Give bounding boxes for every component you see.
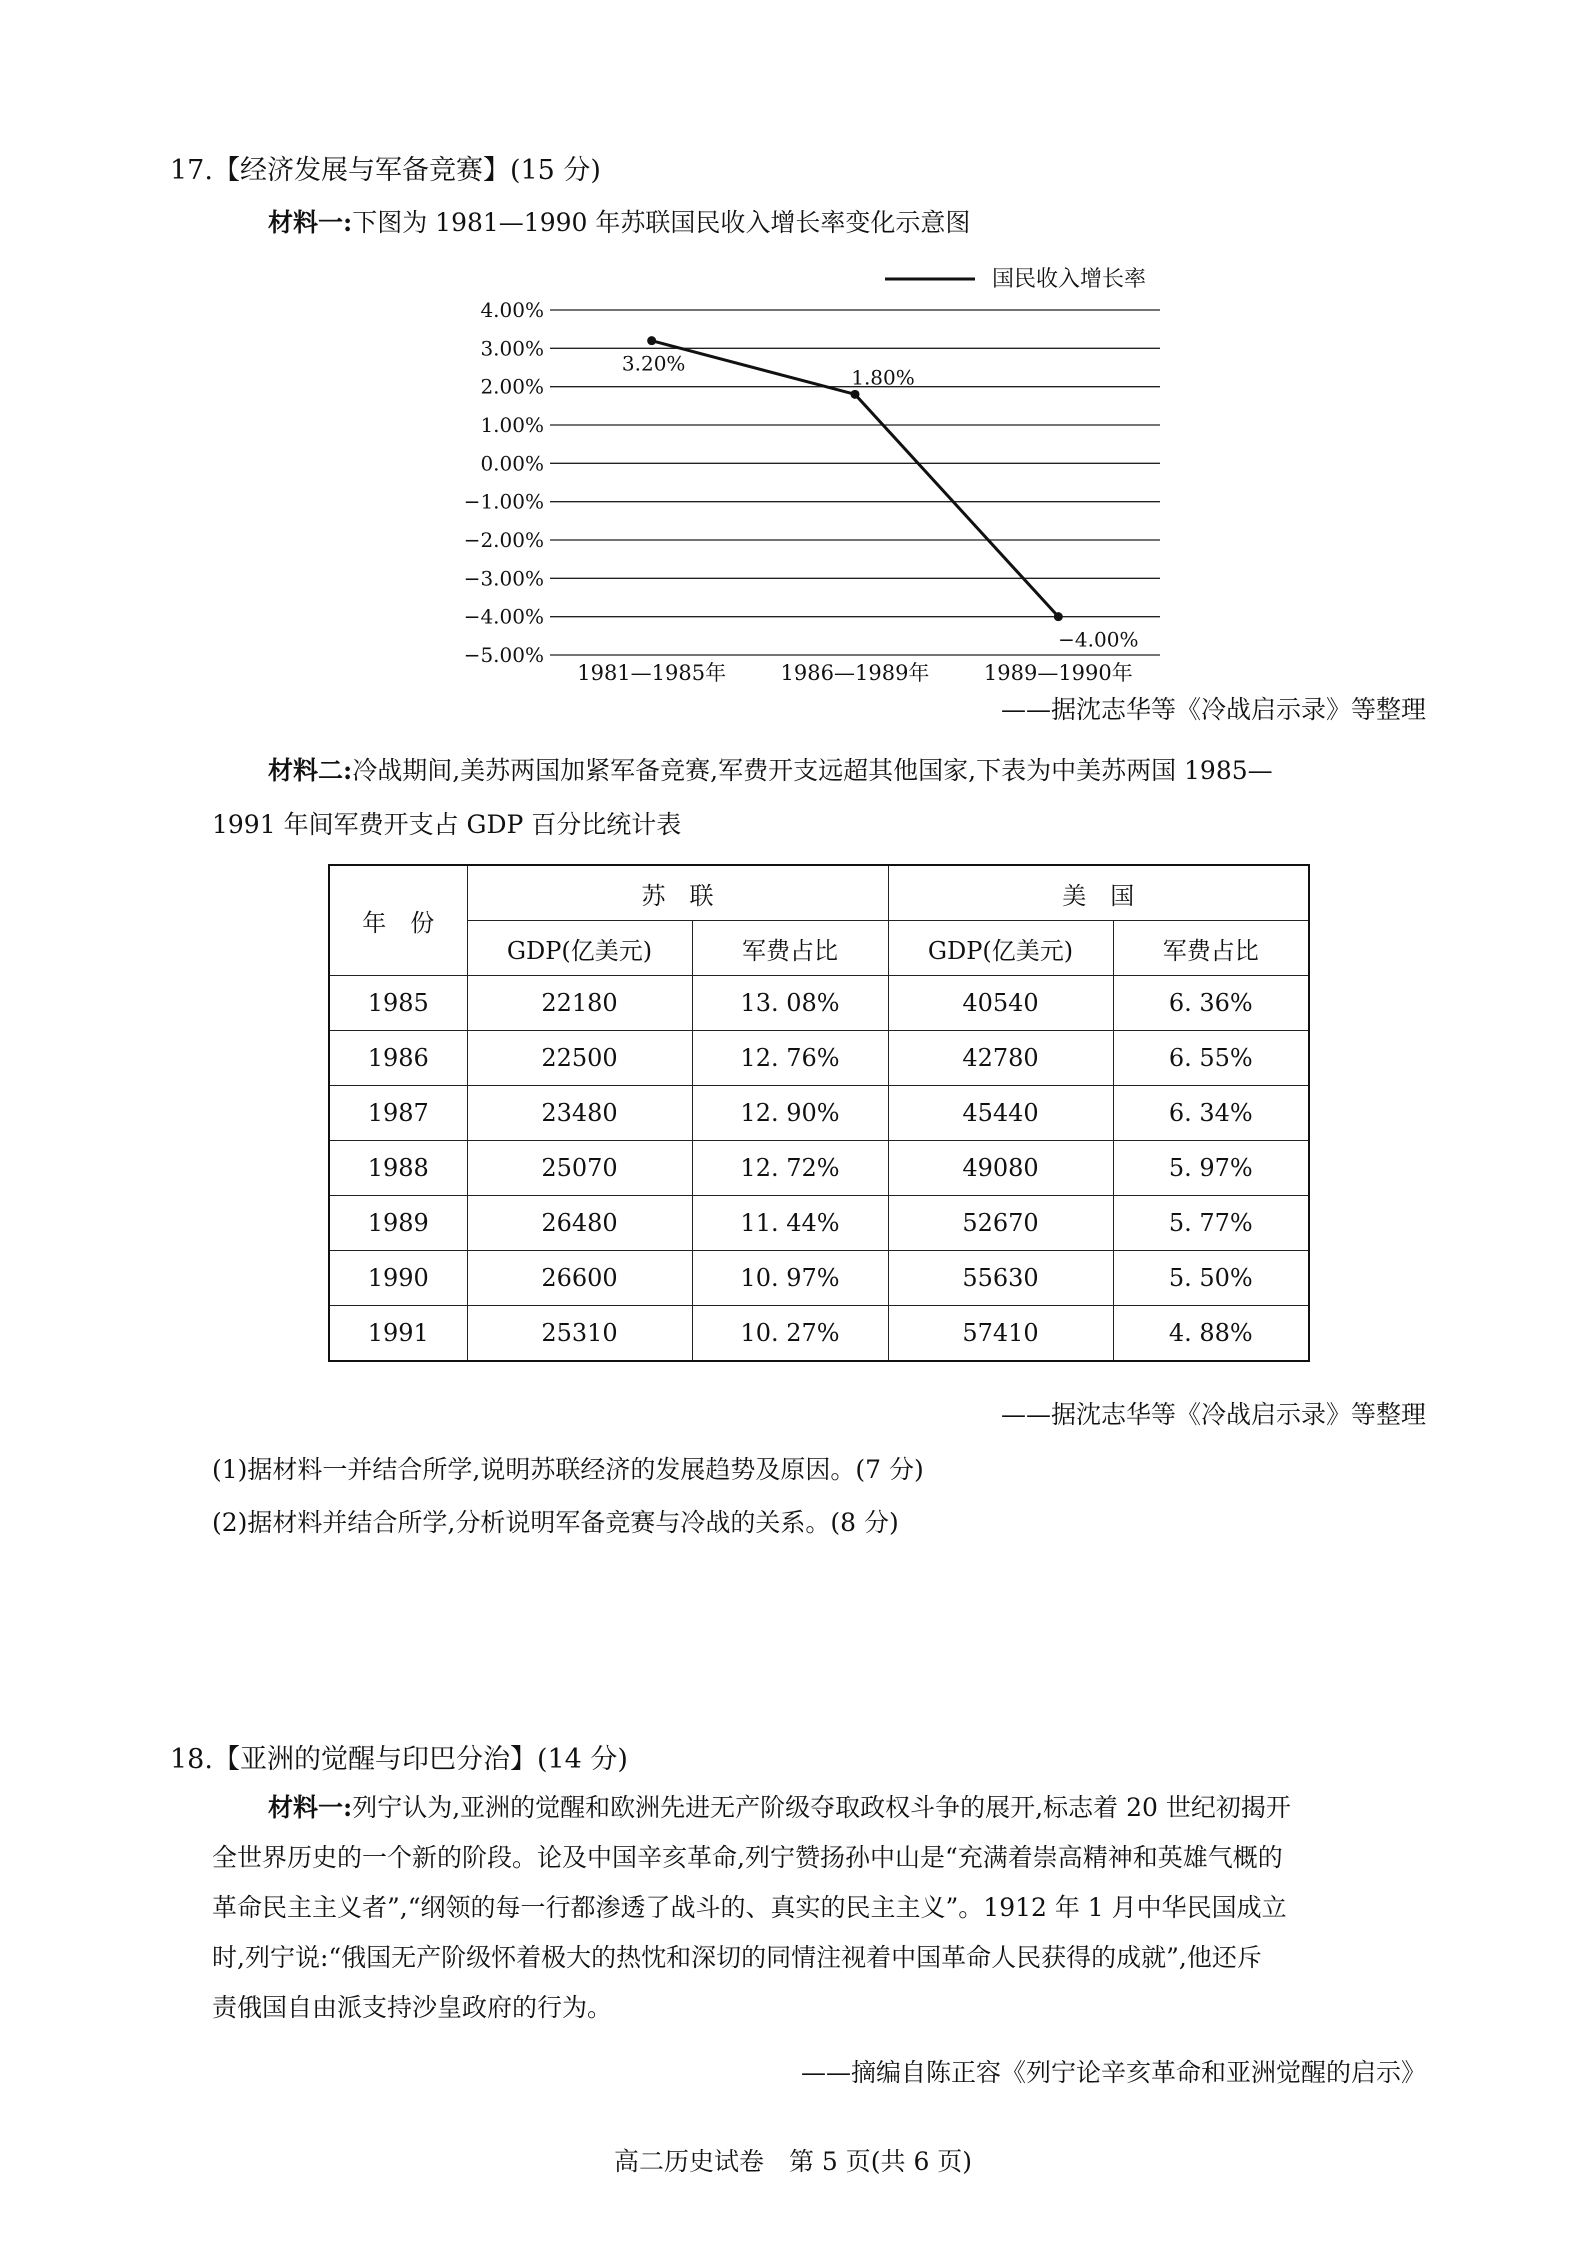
table-cell: 5. 50% bbox=[1113, 1251, 1309, 1306]
table-cell: 10. 27% bbox=[692, 1306, 888, 1362]
table-cell: 55630 bbox=[888, 1251, 1113, 1306]
chart-y-tick-label: −3.00% bbox=[463, 566, 544, 591]
table-subheader: 军费占比 bbox=[692, 921, 888, 976]
chart-y-tick-label: −2.00% bbox=[463, 528, 544, 552]
table-cell: 26480 bbox=[467, 1196, 692, 1251]
table-row bbox=[329, 1086, 1309, 1141]
table-cell: 25310 bbox=[467, 1306, 692, 1362]
chart-y-tick-label: −4.00% bbox=[463, 604, 544, 629]
table-cell: 1988 bbox=[329, 1141, 467, 1196]
table-row bbox=[329, 1141, 1309, 1196]
q18-material1-line: 时,列宁说:“俄国无产阶级怀着极大的热忱和深切的同情注视着中国革命人民获得的成就”,他还斥 bbox=[212, 1943, 1262, 1972]
chart-y-tick-labels bbox=[464, 298, 544, 667]
q17-material1-source: ——据沈志华等《冷战启示录》等整理 bbox=[1000, 695, 1426, 724]
table-cell: 42780 bbox=[888, 1031, 1113, 1086]
chart-data-point bbox=[1054, 612, 1063, 621]
q17-title: 17.【经济发展与军备竞赛】(15 分) bbox=[170, 155, 601, 186]
table-ussr-header: 苏 联 bbox=[467, 865, 888, 921]
chart-data-label: −4.00% bbox=[1058, 627, 1139, 652]
q17-material1-text: 下图为 1981—1990 年苏联国民收入增长率变化示意图 bbox=[352, 208, 971, 237]
table-cell: 52670 bbox=[888, 1196, 1113, 1251]
q18-material1-line: 责俄国自由派支持沙皇政府的行为。 bbox=[212, 1993, 613, 2022]
chart-legend bbox=[885, 267, 1146, 292]
chart-x-tick-label: 1986—1989年 bbox=[780, 661, 930, 685]
table-cell: 40540 bbox=[888, 976, 1113, 1031]
q17-material2-source: ——据沈志华等《冷战启示录》等整理 bbox=[1000, 1400, 1426, 1429]
q17-subquestion-2: (2)据材料并结合所学,分析说明军备竞赛与冷战的关系。(8 分) bbox=[212, 1508, 899, 1537]
table-body bbox=[329, 976, 1309, 1362]
chart-data-point bbox=[851, 390, 860, 399]
chart-y-tick-label: 4.00% bbox=[480, 298, 544, 322]
chart-y-tick-label: −5.00% bbox=[463, 643, 544, 667]
table-cell: 13. 08% bbox=[692, 976, 888, 1031]
table-cell: 23480 bbox=[467, 1086, 692, 1141]
chart-data-label: 3.20% bbox=[621, 351, 686, 376]
legend-label: 国民收入增长率 bbox=[992, 267, 1147, 292]
table-cell: 12. 76% bbox=[692, 1031, 888, 1086]
chart-x-tick-label: 1989—1990年 bbox=[983, 661, 1133, 685]
table-row bbox=[329, 1196, 1309, 1251]
table-year-header: 年 份 bbox=[329, 865, 467, 976]
chart-y-tick-label: 3.00% bbox=[480, 336, 544, 361]
table-cell: 6. 36% bbox=[1113, 976, 1309, 1031]
q18-material1 bbox=[212, 1783, 1432, 2033]
q18-material1-line bbox=[212, 1783, 1432, 1833]
table-cell: 1989 bbox=[329, 1196, 467, 1251]
q17-material2-line2: 1991 年间军费开支占 GDP 百分比统计表 bbox=[212, 810, 682, 839]
q18-material1-line: 全世界历史的一个新的阶段。论及中国辛亥革命,列宁赞扬孙中山是“充满着崇高精神和英雄气概的 bbox=[212, 1843, 1283, 1872]
table-cell: 5. 97% bbox=[1113, 1141, 1309, 1196]
page-footer: 高二历史试卷 第 5 页(共 6 页) bbox=[613, 2147, 973, 2176]
table-cell: 1987 bbox=[329, 1086, 467, 1141]
table-cell: 22500 bbox=[467, 1031, 692, 1086]
q17-material2-text: 冷战期间,美苏两国加紧军备竞赛,军费开支远超其他国家,下表为中美苏两国 1985— bbox=[352, 756, 1273, 785]
q18-material1-line: 革命民主主义者”,“纲领的每一行都渗透了战斗的、真实的民主主义”。1912 年 1 月中华民国成立 bbox=[212, 1893, 1287, 1922]
table-cell: 25070 bbox=[467, 1141, 692, 1196]
table-cell: 12. 72% bbox=[692, 1141, 888, 1196]
q17-material1 bbox=[268, 198, 970, 248]
q18-title: 18.【亚洲的觉醒与印巴分治】(14 分) bbox=[170, 1744, 628, 1775]
table-cell: 1985 bbox=[329, 976, 467, 1031]
chart-y-tick-label: −1.00% bbox=[463, 489, 544, 514]
q18-material1-source: ——摘编自陈正容《列宁论辛亥革命和亚洲觉醒的启示》 bbox=[800, 2058, 1426, 2087]
table-cell: 1991 bbox=[329, 1306, 467, 1362]
income-growth-chart bbox=[440, 255, 1180, 685]
table-cell: 6. 34% bbox=[1113, 1086, 1309, 1141]
table-cell: 22180 bbox=[467, 976, 692, 1031]
table-cell: 10. 97% bbox=[692, 1251, 888, 1306]
chart-x-tick-labels bbox=[577, 661, 1133, 685]
chart-y-tick-label: 2.00% bbox=[480, 374, 544, 399]
q17-material2-label: 材料二: bbox=[268, 756, 353, 785]
table-cell: 49080 bbox=[888, 1141, 1113, 1196]
table-subheader: GDP(亿美元) bbox=[888, 921, 1113, 976]
q17-material2-line1 bbox=[268, 746, 1273, 796]
q18-material1-text: 列宁认为,亚洲的觉醒和欧洲先进无产阶级夺取政权斗争的展开,标志着 20 世纪初揭开 bbox=[352, 1793, 1291, 1822]
table-row bbox=[329, 976, 1309, 1031]
table-subheader-row bbox=[329, 921, 1309, 976]
table-cell: 1986 bbox=[329, 1031, 467, 1086]
table-row bbox=[329, 1306, 1309, 1362]
chart-x-tick-label: 1981—1985年 bbox=[577, 661, 727, 685]
chart-y-tick-label: 1.00% bbox=[480, 413, 544, 437]
table-subheader: GDP(亿美元) bbox=[467, 921, 692, 976]
table-cell: 5. 77% bbox=[1113, 1196, 1309, 1251]
table-row bbox=[329, 1031, 1309, 1086]
table-row bbox=[329, 1251, 1309, 1306]
q17-subquestion-1: (1)据材料一并结合所学,说明苏联经济的发展趋势及原因。(7 分) bbox=[212, 1455, 924, 1484]
table-cell: 4. 88% bbox=[1113, 1306, 1309, 1362]
table-subheader: 军费占比 bbox=[1113, 921, 1309, 976]
table-cell: 26600 bbox=[467, 1251, 692, 1306]
military-spending-table bbox=[328, 864, 1310, 1362]
table-usa-header: 美 国 bbox=[888, 865, 1309, 921]
chart-data-point bbox=[647, 336, 656, 345]
chart-data-label: 1.80% bbox=[851, 365, 915, 390]
table-cell: 11. 44% bbox=[692, 1196, 888, 1251]
table-cell: 12. 90% bbox=[692, 1086, 888, 1141]
table-cell: 45440 bbox=[888, 1086, 1113, 1141]
chart-y-tick-label: 0.00% bbox=[480, 451, 544, 476]
table-cell: 1990 bbox=[329, 1251, 467, 1306]
q18-material1-label: 材料一: bbox=[268, 1793, 353, 1822]
q17-material1-label: 材料一: bbox=[268, 208, 353, 237]
table-cell: 57410 bbox=[888, 1306, 1113, 1362]
table-header-row bbox=[329, 865, 1309, 921]
table-cell: 6. 55% bbox=[1113, 1031, 1309, 1086]
